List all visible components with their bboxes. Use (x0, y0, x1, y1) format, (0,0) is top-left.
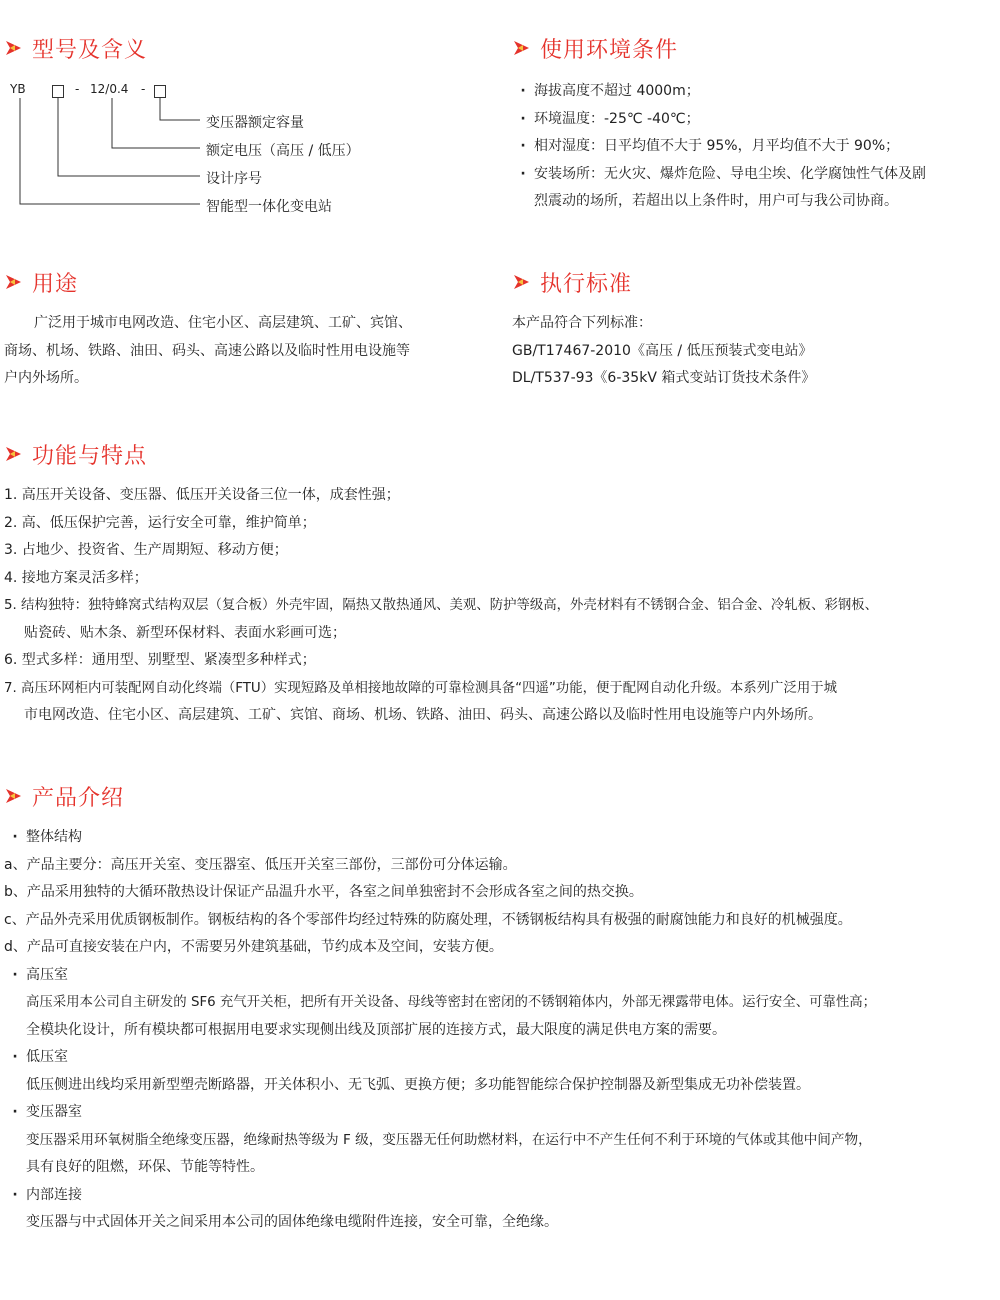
intro-subheading: · 高压室 (4, 962, 996, 990)
section-heading-use (4, 266, 494, 298)
list-item: · 海拔高度不超过 4000m； (512, 78, 996, 106)
intro-line: 变压器采用环氧树脂全绝缘变压器，绝缘耐热等级为 F 级，变压器无任何助燃材料，在运行中不产生任何不利于环境的气体或其他中间产物， (26, 1131, 872, 1148)
feature-line: 1. 高压开关设备、变压器、低压开关设备三位一体，成套性强； (4, 487, 400, 503)
section-title: 功能与特点 (32, 443, 148, 469)
feature-line: 3. 占地少、投资省、生产周期短、移动方便； (4, 542, 288, 558)
code-label: 额定电压（高压 / 低压） (206, 143, 360, 159)
code-label: 智能型一体化变电站 (206, 199, 332, 215)
model-code-diagram (4, 76, 474, 216)
feature-line: 市电网改造、住宅小区、高层建筑、工矿、宾馆、商场、机场、铁路、油田、码头、高速公路以及临时性用电设施等户内外场所。 (24, 707, 822, 723)
standard-line: 本产品符合下列标准： (512, 315, 652, 331)
section-title: 使用环境条件 (540, 37, 679, 63)
section-use (4, 266, 494, 393)
code-label: 设计序号 (206, 171, 262, 187)
code-dash: - (75, 82, 80, 96)
paragraph-line: 户内外场所。 (4, 370, 88, 386)
arrow-diamond-icon (4, 786, 24, 806)
section-title: 产品介绍 (32, 785, 125, 811)
paragraph-line: 广泛用于城市电网改造、住宅小区、高层建筑、工矿、宾馆、 (34, 315, 412, 331)
feature-line: 6. 型式多样：通用型、别墅型、紧凑型多种样式； (4, 652, 316, 668)
code-dash: - (141, 82, 146, 96)
section-model (4, 32, 474, 222)
arrow-diamond-icon (512, 38, 532, 58)
feature-line: 7. 高压环网柜内可装配网自动化终端（FTU）实现短路及单相接地故障的可靠检测具备“四遥”功能，便于配网自动化升级。本系列广泛用于城 (4, 680, 838, 696)
arrow-diamond-icon (4, 272, 24, 292)
code-label: 变压器额定容量 (206, 115, 304, 131)
arrow-diamond-icon (4, 444, 24, 464)
standard-line: GB/T17467-2010《高压 / 低压预装式变电站》 (512, 342, 813, 359)
intro-line: 高压采用本公司自主研发的 SF6 充气开关柜，把所有开关设备、母线等密封在密闭的不锈钢箱体内，外部无裸露带电体。运行安全、可靠性高； (26, 995, 877, 1010)
intro-subheading: · 整体结构 (4, 824, 996, 852)
section-heading-environment (512, 32, 996, 64)
list-item: · 环境温度：-25℃ -40℃； (512, 106, 996, 134)
section-intro (4, 780, 996, 1237)
intro-line: d、产品可直接安装在户内，不需要另外建筑基础，节约成本及空间，安装方便。 (4, 939, 503, 955)
intro-subheading: · 变压器室 (4, 1099, 996, 1127)
section-features (4, 438, 996, 730)
intro-line: 具有良好的阻燃，环保、节能等特性。 (26, 1159, 264, 1175)
section-title: 型号及含义 (32, 37, 148, 63)
intro-line: 低压侧进出线均采用新型塑壳断路器，开关体积小、无飞弧、更换方便；多功能智能综合保护控制器及新型集成无功补偿装置。 (26, 1076, 810, 1093)
section-standards (512, 266, 996, 393)
arrow-diamond-icon (512, 272, 532, 292)
intro-subheading: · 低压室 (4, 1044, 996, 1072)
section-heading-model (4, 32, 474, 64)
feature-line: 4. 接地方案灵活多样； (4, 569, 148, 586)
list-item: · 相对湿度：日平均值不大于 95%，月平均值不大于 90%； (512, 133, 996, 161)
code-rating: 12/0.4 (90, 82, 129, 96)
section-environment (512, 32, 996, 216)
list-item-continuation: 烈震动的场所，若超出以上条件时，用户可与我公司协商。 (534, 193, 898, 209)
section-heading-standards (512, 266, 996, 298)
section-title: 用途 (32, 271, 79, 297)
intro-line: 变压器与中式固体开关之间采用本公司的固体绝缘电缆附件连接，安全可靠，全绝缘。 (26, 1214, 558, 1230)
intro-line: b、产品采用独特的大循环散热设计保证产品温升水平，各室之间单独密封不会形成各室之间的热交换。 (4, 884, 643, 900)
code-prefix: YB (10, 82, 26, 96)
intro-line: c、产品外壳采用优质钢板制作。钢板结构的各个零部件均经过特殊的防腐处理，不锈钢板结构具有极强的耐腐蚀能力和良好的机械强度。 (4, 911, 852, 928)
list-item: · 安装场所：无火灾、爆炸危险、导电尘埃、化学腐蚀性气体及剧 (512, 161, 996, 189)
section-title: 执行标准 (540, 271, 633, 297)
arrow-diamond-icon (4, 38, 24, 58)
intro-subheading: · 内部连接 (4, 1182, 996, 1210)
feature-line: 贴瓷砖、贴木条、新型环保材料、表面水彩画可选； (24, 624, 346, 641)
paragraph-line: 商场、机场、铁路、油田、码头、高速公路以及临时性用电设施等 (4, 342, 410, 359)
standard-line: DL/T537-93《6-35kV 箱式变站订货技术条件》 (512, 370, 816, 386)
feature-line: 5. 结构独特：独特蜂窝式结构双层（复合板）外壳牢固，隔热又散热通风、美观、防护等级高，外壳材料有不锈钢合金、铝合金、冷轧板、彩钢板、 (4, 598, 879, 613)
section-heading-intro (4, 780, 996, 812)
intro-line: a、产品主要分：高压开关室、变压器室、低压开关室三部份，三部份可分体运输。 (4, 856, 517, 873)
section-heading-features (4, 438, 996, 470)
feature-line: 2. 高、低压保护完善，运行安全可靠，维护简单； (4, 514, 316, 531)
intro-line: 全模块化设计，所有模块都可根据用电要求实现侧出线及顶部扩展的连接方式，最大限度的满足供电方案的需要。 (26, 1021, 726, 1038)
